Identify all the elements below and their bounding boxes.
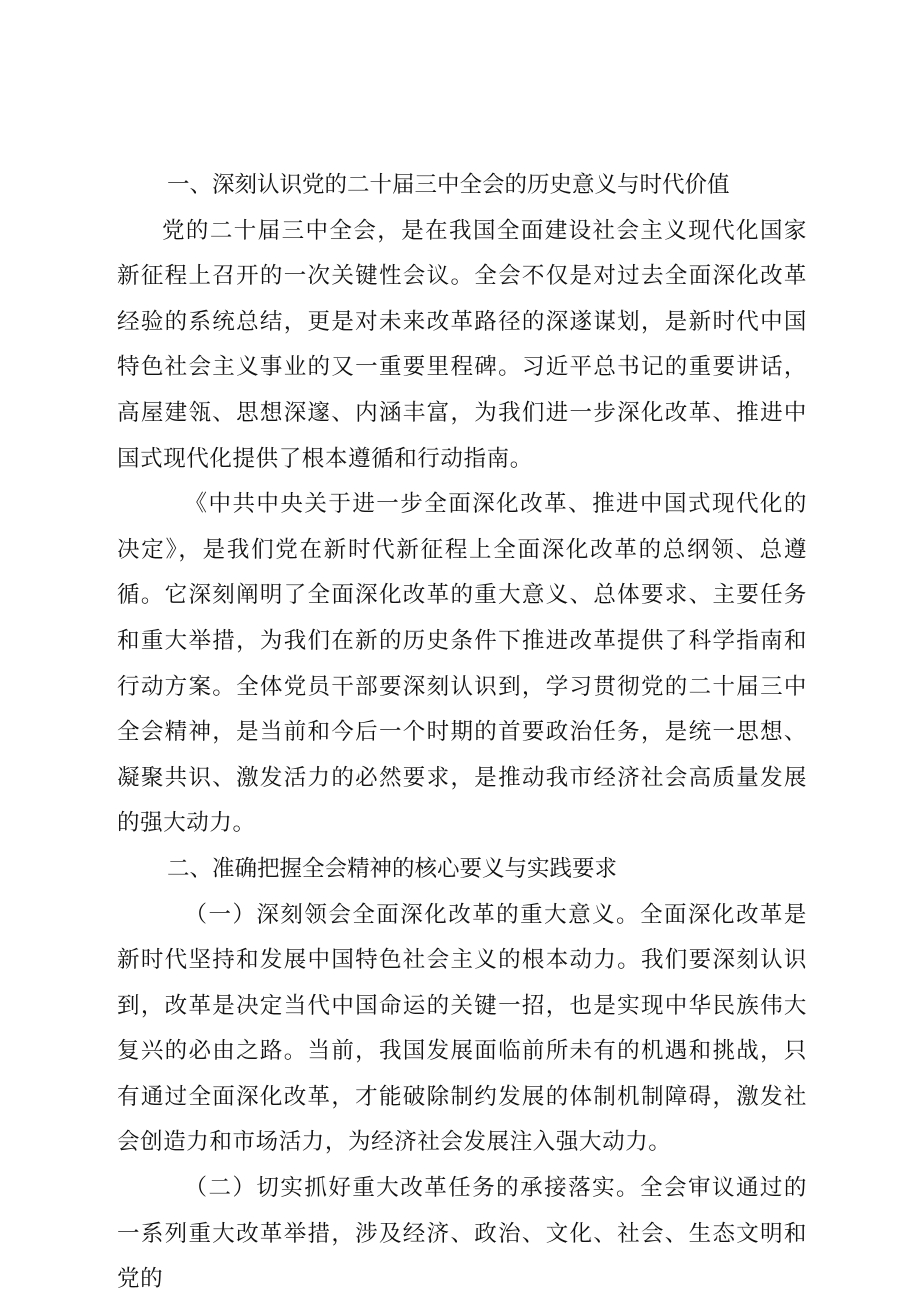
paragraph-4: （二）切实抓好重大改革任务的承接落实。全会审议通过的一系列重大改革举措，涉及经济、政治、文化、社会、生态文明和党的: [117, 1175, 807, 1293]
paragraph-1: 党的二十届三中全会，是在我国全面建设社会主义现代化国家新征程上召开的一次关键性会议。全会不仅是对过去全面深化改革经验的系统总结，更是对未来改革路径的深遂谋划，是新时代中国特色社会主义事业的又一重要里程碑。习近平总书记的重要讲话，高屋建瓴、思想深邃、内涵丰富，为我们进一步深化改革、推进中国式现代化提供了根本遵循和行动指南。: [117, 217, 807, 472]
section-heading-1: 一、深刻认识党的二十届三中全会的历史意义与时代价值: [167, 172, 730, 198]
paragraph-2: 《中共中央关于进一步全面深化改革、推进中国式现代化的决定》，是我们党在新时代新征程上全面深化改革的总纲领、总遵循。它深刻阐明了全面深化改革的重大意义、总体要求、主要任务和重大举措，为我们在新的历史条件下推进改革提供了科学指南和行动方案。全体党员干部要深刻认识到，学习贯彻党的二十届三中全会精神，是当前和今后一个时期的首要政治任务，是统一思想、凝聚共识、激发活力的必然要求，是推动我市经济社会高质量发展的强大动力。: [117, 491, 807, 837]
section-heading-2: 二、准确把握全会精神的核心要义与实践要求: [167, 855, 618, 882]
paragraph-3: （一）深刻领会全面深化改革的重大意义。全面深化改革是新时代坚持和发展中国特色社会主义的根本动力。我们要深刻认识到，改革是决定当代中国命运的关键一招，也是实现中华民族伟大复兴的必由之路。当前，我国发展面临前所未有的机遇和挑战，只有通过全面深化改革，才能破除制约发展的体制机制障碍，激发社会创造力和市场活力，为经济社会发展注入强大动力。: [117, 901, 807, 1156]
document-body: [117, 163, 807, 1303]
